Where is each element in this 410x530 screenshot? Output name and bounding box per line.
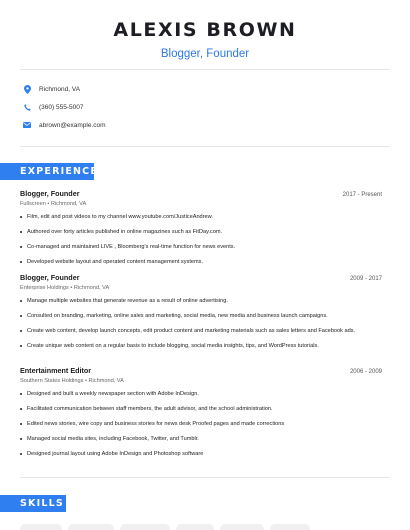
skill-pill <box>220 524 264 530</box>
skill-pill <box>68 524 114 530</box>
email-text: abrown@example.com <box>39 121 106 129</box>
bullet-item: Managed social media sites, including Facebook, Twitter, and Tumblr. <box>20 435 382 443</box>
job-entry <box>20 273 382 357</box>
contact-block <box>20 80 390 134</box>
bullet-item: Manage multiple websites that generate revenue as a result of online advertising. <box>20 297 382 305</box>
skill-pill <box>176 524 214 530</box>
job-dates: 2006 - 2009 <box>349 369 382 375</box>
bullet-item: Consulted on branding, marketing, online sales and marketing, social media, new media and business launch campaigns. <box>20 312 382 320</box>
bullet-item: Facilitated communication between staff members, the adult advisor, and the school administration. <box>20 405 382 413</box>
skill-pill <box>270 524 310 530</box>
bullet-item: Create unique web content on a regular basis to include blogging, social media insights, tips, and WordPress tutorials. <box>20 342 382 350</box>
job-company: Enterprise Holdings • Richmond, VA <box>20 285 110 291</box>
bullet-item: Film, edit and post videos to my channel www.youtube.com/JusticeAndrew. <box>20 213 382 221</box>
header-divider <box>20 69 390 70</box>
job-entry <box>20 189 382 273</box>
bullet-item: Edited news stories, wire copy and business stories for news desk Proofed pages and made corrections <box>20 420 382 428</box>
person-name: ALEXIS BROWN <box>113 19 297 41</box>
contact-location <box>20 80 390 98</box>
skills-section-heading: SKILLS <box>0 495 66 512</box>
job-dates: 2017 - Present <box>342 192 382 198</box>
bullet-item: Create web content, develop launch concepts, edit product content and marketing materials such as sales letters and Facebook ads. <box>20 327 382 335</box>
location-text: Richmond, VA <box>39 85 81 93</box>
person-title: Blogger, Founder <box>160 48 250 60</box>
location-pin-icon <box>23 84 31 94</box>
job-company: Southern States Holdings • Richmond, VA <box>20 378 124 384</box>
job-title: Blogger, Founder <box>20 189 80 198</box>
job-dates: 2009 - 2017 <box>349 276 382 282</box>
job-title: Blogger, Founder <box>20 273 80 282</box>
skill-pill <box>120 524 170 530</box>
bullet-item: Developed website layout and operated content management systems. <box>20 258 382 266</box>
contact-email <box>20 116 390 134</box>
experience-section-heading: EXPERIENCE <box>0 163 94 180</box>
bullet-item: Designed journal layout using Adobe InDesign and Photoshop software <box>20 450 382 458</box>
skills-list <box>20 524 310 530</box>
phone-text: (360) 555-5007 <box>39 103 84 111</box>
resume-header <box>0 0 410 61</box>
bullet-item: Designed and built a weekly newspaper section with Adobe InDesign. <box>20 390 382 398</box>
job-company: Fullscreen • Richmond, VA <box>20 201 87 207</box>
bullet-item: Co-managed and maintained LIVE , Bloomberg's real-time function for news events. <box>20 243 382 251</box>
job-bullets <box>20 390 382 458</box>
job-bullets <box>20 213 382 266</box>
job-entry <box>20 366 382 465</box>
skill-pill <box>20 524 62 530</box>
bullet-item: Authored over forty articles published in online magazines such as FitDay.com. <box>20 228 382 236</box>
phone-icon <box>23 102 31 112</box>
contact-phone <box>20 98 390 116</box>
mail-icon <box>23 120 31 130</box>
job-bullets <box>20 297 382 350</box>
contact-divider <box>20 146 390 147</box>
experience-divider <box>20 477 390 478</box>
job-title: Entertainment Editor <box>20 366 92 375</box>
